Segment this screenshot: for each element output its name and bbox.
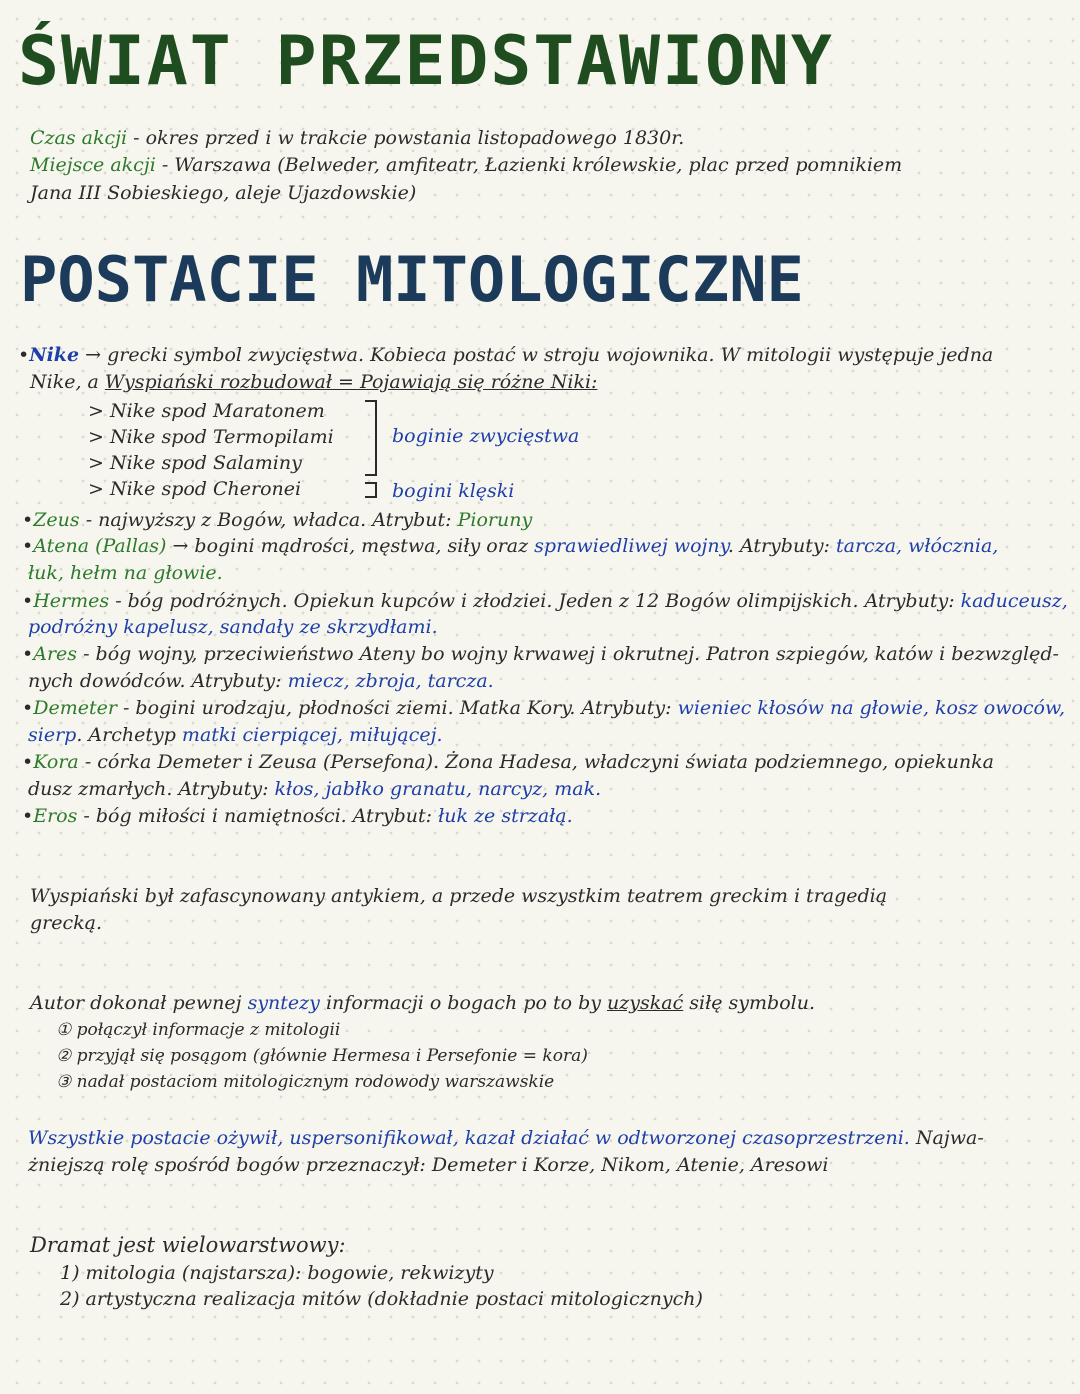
demeter-line: •Demeter - bogini urodzaju, płodności ziemi. Matka Kory. Atrybuty: wieniec kłosów na głowie, kosz owoców, — [22, 697, 1066, 719]
nike-item: > Nike spod Cheronei — [88, 478, 302, 500]
czas-akcji-text: - okres przed i w trakcie powstania listopadowego 1830r. — [133, 127, 685, 149]
para1-line2: grecką. — [30, 912, 103, 934]
atena-highlight: sprawiedliwej wojny — [534, 535, 728, 557]
eros-line: •Eros - bóg miłości i namiętności. Atrybut: łuk ze strzałą. — [22, 805, 573, 827]
bracket-bogini-kleski — [365, 482, 377, 498]
nike-line2-underlined: Wyspiański rozbudował = Pojawiają się różne Niki: — [104, 371, 598, 393]
demeter-name: Demeter — [33, 697, 117, 719]
kora-name: Kora — [33, 751, 79, 773]
para2-item: ① połączył informacje z mitologii — [56, 1020, 341, 1040]
nike-item: > Nike spod Salaminy — [88, 452, 302, 474]
ares-line2: nych dowódców. Atrybuty: miecz, zbroja, tarcza. — [28, 670, 494, 692]
ares-attr: miecz, zbroja, tarcza. — [287, 670, 494, 692]
zeus-line: •Zeus - najwyższy z Bogów, władca. Atrybut: Pioruny — [22, 509, 533, 531]
kora-line2: dusz zmarłych. Atrybuty: kłos, jabłko granatu, narcyz, mak. — [28, 778, 602, 800]
para2-item: ③ nadał postaciom mitologicznym rodowody warszawskie — [56, 1072, 555, 1092]
zeus-name: Zeus — [33, 509, 80, 531]
ares-name: Ares — [33, 643, 78, 665]
nike-item: > Nike spod Maratonem — [88, 400, 325, 422]
hermes-attr: kaduceusz, — [960, 590, 1068, 612]
zeus-attr: Pioruny — [457, 509, 533, 531]
atena-line2: łuk, hełm na głowie. — [28, 562, 223, 584]
para2-line1: Autor dokonał pewnej syntezy informacji o bogach po to by uzyskać siłę symbolu. — [30, 992, 816, 1014]
nike-line: •Nike → grecki symbol zwycięstwa. Kobieca postać w stroju wojownika. W mitologii występuje jedna — [18, 344, 994, 366]
section-title: POSTACIE MITOLOGICZNE — [20, 243, 804, 316]
para4-heading: Dramat jest wielowarstwowy: — [30, 1233, 346, 1257]
para3-line2: żniejszą rolę spośród bogów przeznaczył: Demeter i Korze, Nikom, Atenie, Aresowi — [28, 1154, 829, 1176]
page-title: ŚWIAT PRZEDSTAWIONY — [18, 22, 834, 101]
hermes-line: •Hermes - bóg podróżnych. Opiekun kupców i złodziei. Jeden z 12 Bogów olimpijskich. Atrybuty: kaduceusz, — [22, 590, 1068, 612]
para4-item: 2) artystyczna realizacja mitów (dokładnie postaci mitologicznych) — [60, 1288, 703, 1310]
hermes-name: Hermes — [33, 590, 110, 612]
kora-line: •Kora - córka Demeter i Zeusa (Persefona). Żona Hadesa, władczyni świata podziemnego, opiekunka — [22, 751, 994, 773]
kora-attr: kłos, jabłko granatu, narcyz, mak. — [274, 778, 602, 800]
para4-item: 1) mitologia (najstarsza): bogowie, rekwizyty — [60, 1262, 494, 1284]
ares-line: •Ares - bóg wojny, przeciwieństwo Ateny bo wojny krwawej i okrutnej. Patron szpiegów, katów i bezwzględ- — [22, 643, 1059, 665]
miejsce-akcji-line — [30, 152, 902, 178]
eros-name: Eros — [33, 805, 78, 827]
nike-text: → grecki symbol zwycięstwa. Kobieca postać w stroju wojownika. W mitologii występuje jedna — [85, 344, 994, 366]
atena-name: Atena (Pallas) — [33, 535, 167, 557]
nike-line2: Nike, a Wyspiański rozbudował = Pojawiają się różne Niki: — [30, 371, 598, 393]
nike-group-label-kleski: bogini klęski — [392, 480, 515, 502]
nike-group-label-zwyciestwa: boginie zwycięstwa — [392, 425, 580, 447]
miejsce-akcji-label: Miejsce akcji — [30, 154, 156, 176]
nike-name: Nike — [29, 344, 80, 366]
czas-akcji-line — [30, 125, 684, 151]
demeter-attr: wieniec kłosów na głowie, kosz owoców, — [677, 697, 1066, 719]
para1-line1: Wyspiański był zafascynowany antykiem, a przede wszystkim teatrem greckim i tragedią — [30, 885, 888, 907]
para3-line1: Wszystkie postacie ożywił, uspersonifikował, kazał działać w odtworzonej czasoprzestrzeni. Najwa- — [28, 1127, 984, 1149]
eros-attr: łuk ze strzałą. — [438, 805, 573, 827]
demeter-line2: sierp. Archetyp matki cierpiącej, miłującej. — [28, 724, 443, 746]
nike-item: > Nike spod Termopilami — [88, 426, 334, 448]
bracket-boginie-zwyciestwa — [365, 400, 377, 476]
atena-line: •Atena (Pallas) → bogini mądrości, męstwa, siły oraz sprawiedliwej wojny. Atrybuty: tarcza, włócznia, — [22, 535, 999, 557]
para2-item: ② przyjął się posągom (głównie Hermesa i Persefonie = kora) — [56, 1046, 588, 1066]
hermes-line2: podróżny kapelusz, sandały ze skrzydłami. — [28, 616, 438, 638]
miejsce-akcji-text: - Warszawa (Belweder, amfiteatr, Łazienki królewskie, plac przed pomnikiem — [161, 154, 903, 176]
czas-akcji-label: Czas akcji — [30, 127, 128, 149]
atena-attr: tarcza, włócznia, — [836, 535, 999, 557]
miejsce-akcji-line2: Jana III Sobieskiego, aleje Ujazdowskie) — [30, 182, 417, 204]
